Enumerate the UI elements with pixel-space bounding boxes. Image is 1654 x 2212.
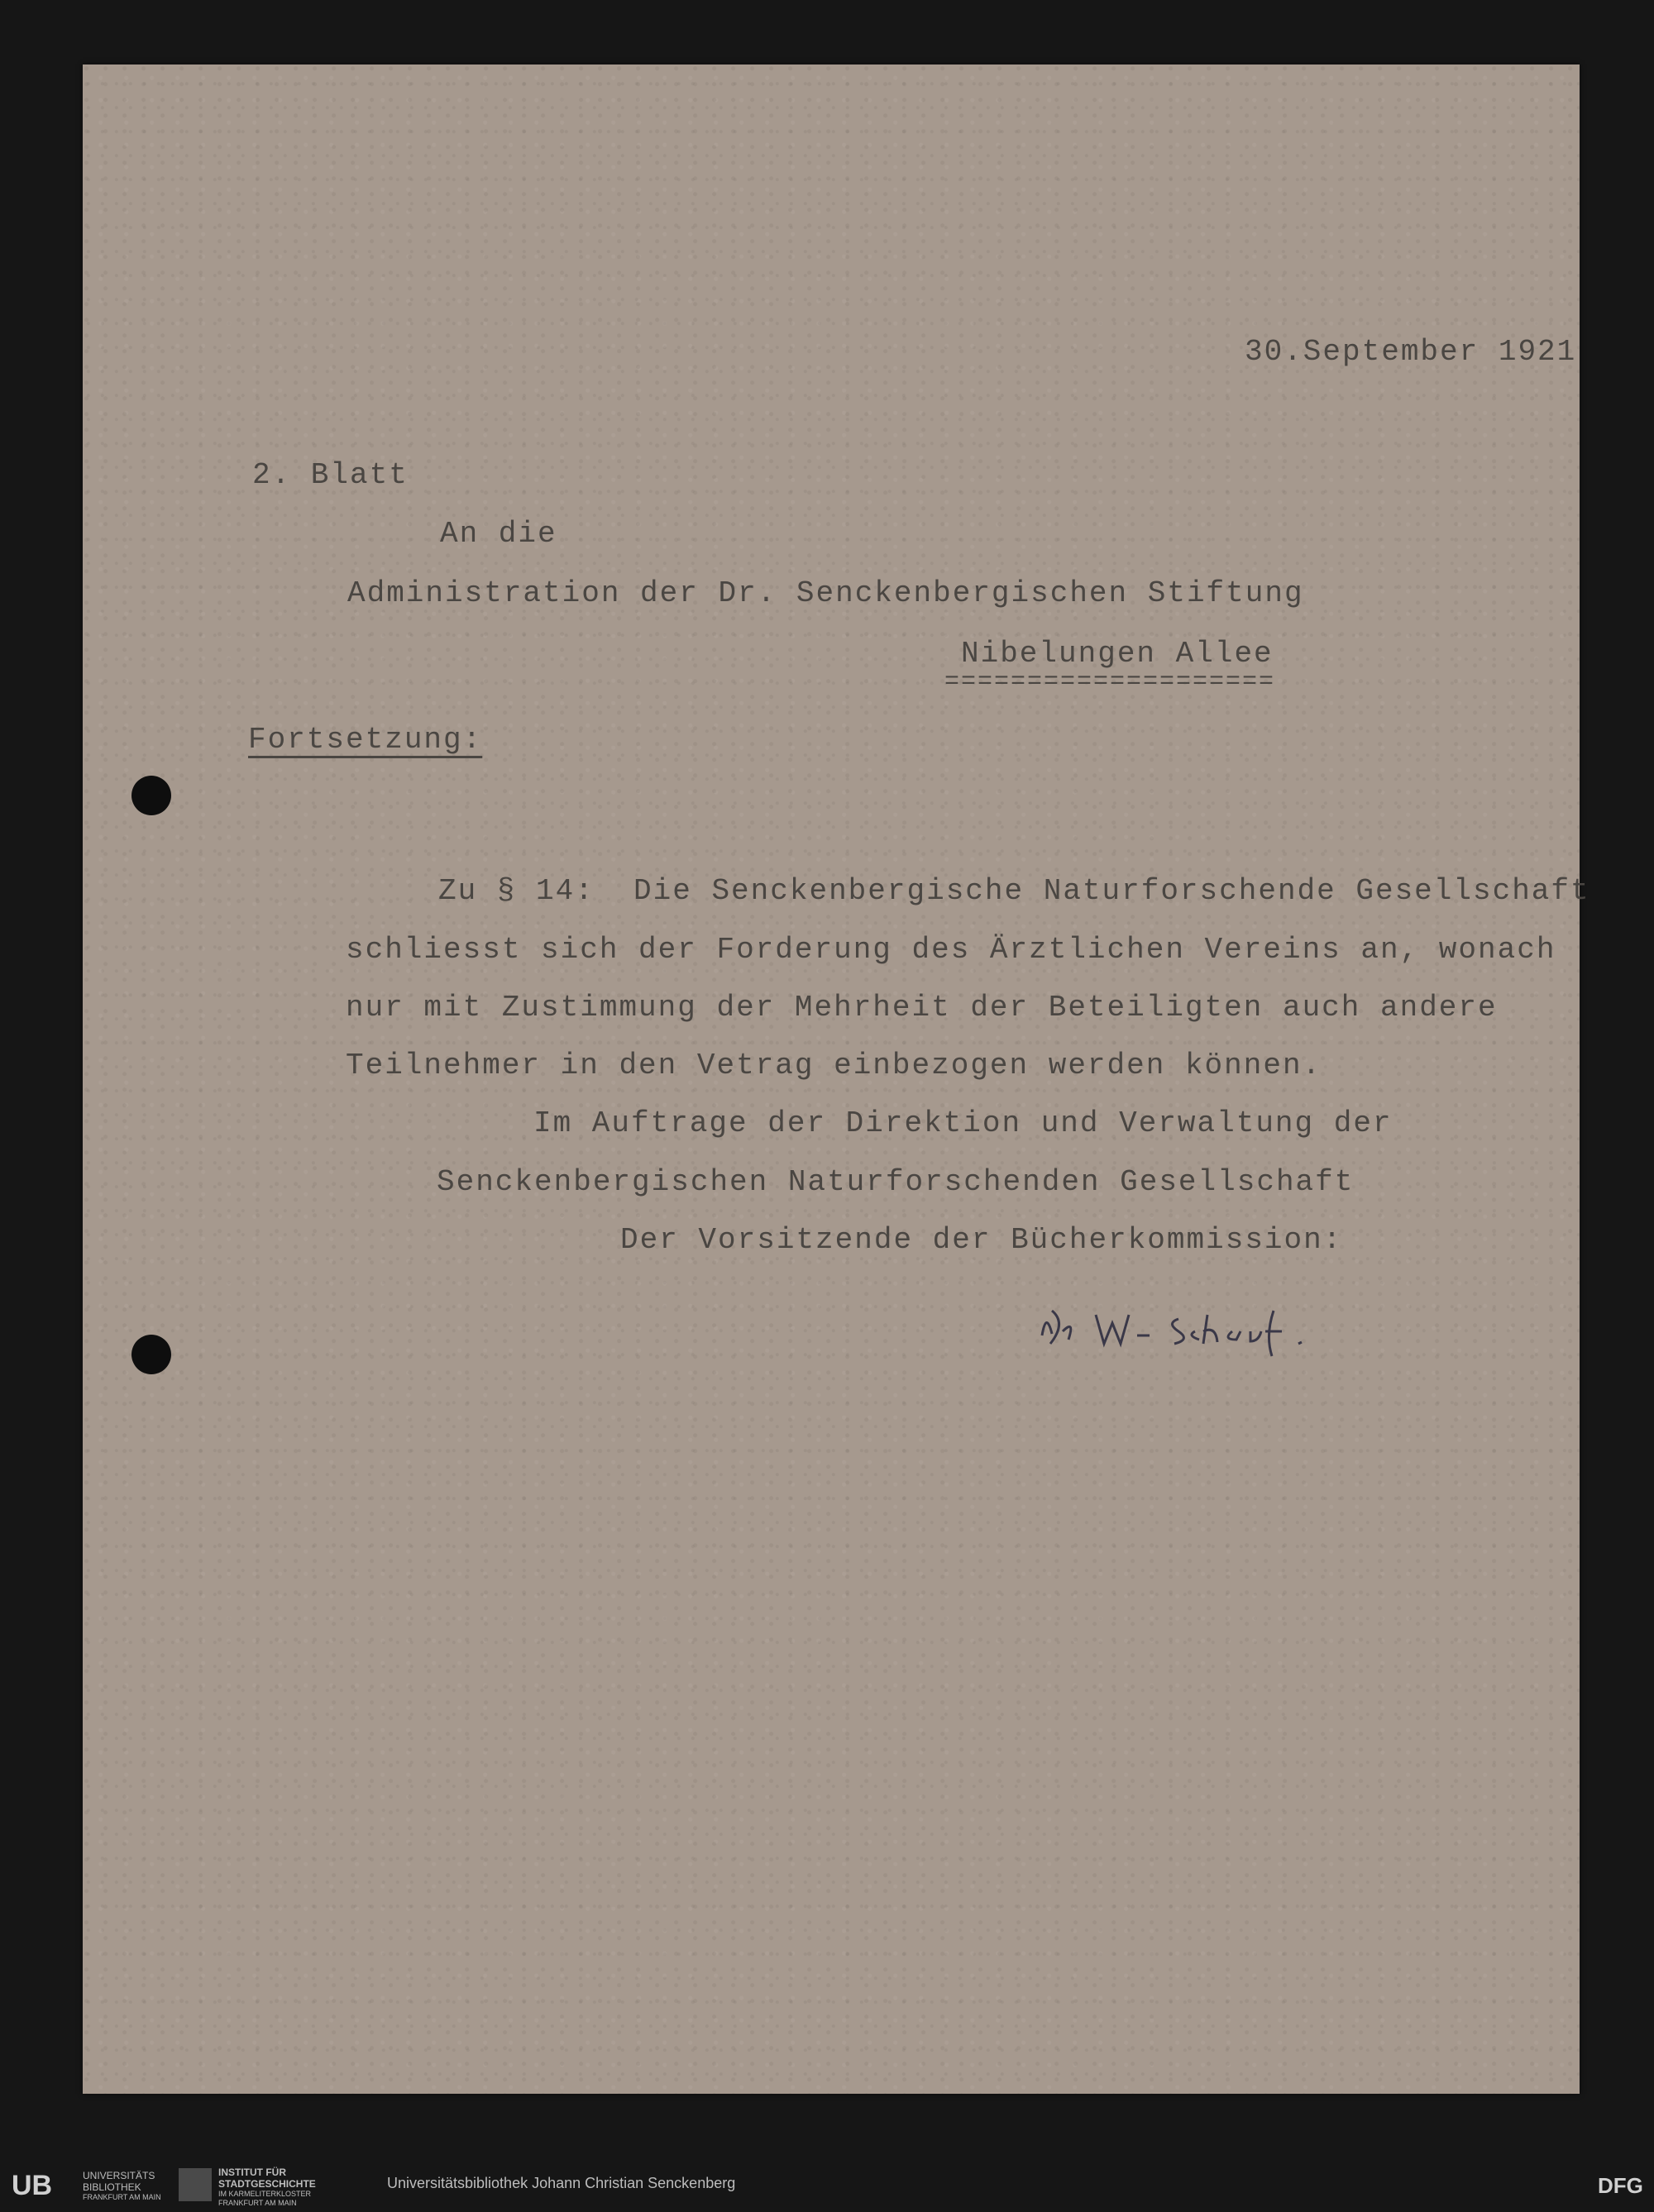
isg-logo-text-3: IM KARMELITERKLOSTER: [218, 2190, 312, 2198]
body-line-2: schliesst sich der Forderung des Ärztlichen Vereins an, wonach: [346, 933, 1556, 967]
section-heading: Fortsetzung:: [248, 723, 483, 757]
ub-logo: UB: [12, 2170, 53, 2201]
isg-logo-text-1: INSTITUT FÜR: [218, 2167, 286, 2178]
body-line-3: nur mit Zustimmung der Mehrheit der Beteiligten auch andere: [346, 991, 1498, 1025]
handwritten-signature: [1034, 1294, 1340, 1360]
institution-name: Universitätsbibliothek Johann Christian Senckenberg: [387, 2175, 736, 2191]
closing-line-3: Der Vorsitzende der Bücherkommission:: [620, 1223, 1343, 1257]
isg-logo-text-4: FRANKFURT AM MAIN: [218, 2199, 297, 2207]
recipient-line-1: An die: [440, 517, 557, 551]
recipient-line-3: Nibelungen Allee: [961, 637, 1274, 671]
dfg-logo: DFG: [1598, 2173, 1643, 2198]
ub-logo-text-2: BIBLIOTHEK: [83, 2181, 141, 2193]
punch-hole-top: [131, 776, 171, 815]
recipient-line-2: Administration der Dr. Senckenbergischen Stiftung: [347, 576, 1304, 610]
footer-bar: [0, 2157, 1654, 2212]
page-number: 2. Blatt: [252, 458, 409, 492]
ub-logo-text-1: UNIVERSITÄTS: [83, 2170, 155, 2181]
ub-logo-text-3: FRANKFURT AM MAIN: [83, 2193, 161, 2201]
recipient-underline: ====================: [944, 668, 1276, 696]
letter-date: 30.September 1921: [1245, 335, 1577, 369]
closing-line-2: Senckenbergischen Naturforschenden Gesellschaft: [437, 1165, 1355, 1199]
body-line-1: Zu § 14: Die Senckenbergische Naturforschende Gesellschaft: [438, 874, 1590, 908]
isg-logo-mark: [179, 2168, 212, 2201]
body-line-4: Teilnehmer in den Vetrag einbezogen werden können.: [346, 1049, 1322, 1082]
closing-line-1: Im Auftrage der Direktion und Verwaltung der: [533, 1106, 1393, 1140]
punch-hole-bottom: [131, 1335, 171, 1374]
isg-logo-text-2: STADTGESCHICHTE: [218, 2178, 316, 2190]
